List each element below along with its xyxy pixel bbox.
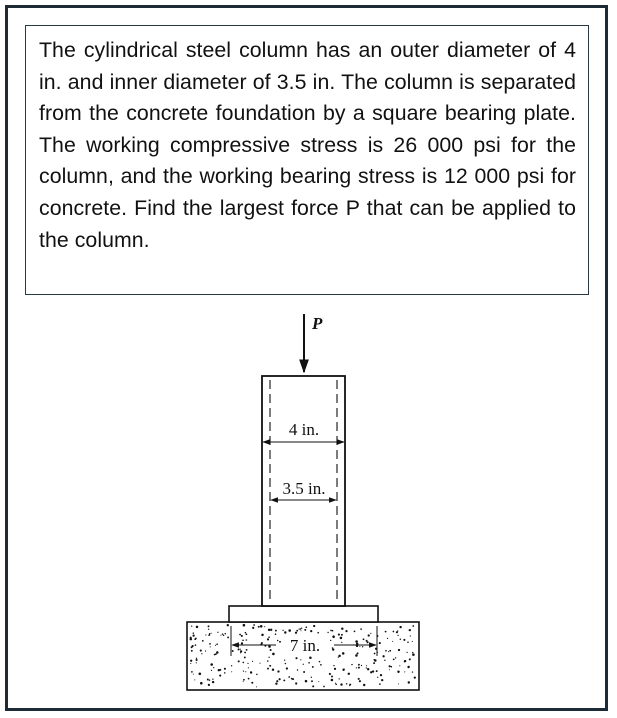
concrete-speck [270,649,272,651]
concrete-speck [404,671,405,672]
concrete-speck [381,679,383,681]
concrete-speck [196,626,199,629]
concrete-speck [334,668,336,670]
concrete-speck [243,670,244,671]
concrete-speck [382,655,384,657]
concrete-speck [310,630,312,632]
concrete-speck [288,629,291,632]
concrete-speck [256,674,258,676]
concrete-speck [341,634,343,636]
concrete-speck [224,668,226,670]
concrete-speck [267,638,269,640]
concrete-speck [211,633,212,634]
concrete-speck [407,666,409,668]
concrete-speck [300,628,302,630]
concrete-speck [395,657,396,658]
concrete-speck [285,663,286,664]
concrete-speck [327,632,328,633]
concrete-speck [377,677,378,678]
concrete-speck [397,670,399,672]
concrete-speck [358,667,360,669]
concrete-speck [376,670,378,672]
concrete-speck [258,626,260,628]
concrete-speck [348,673,350,675]
concrete-speck [268,629,270,631]
concrete-speck [414,677,416,679]
concrete-speck [240,650,242,652]
concrete-speck [340,683,342,685]
concrete-speck [215,645,216,646]
concrete-speck [192,634,194,636]
concrete-speck [190,660,192,662]
concrete-speck [217,632,218,633]
concrete-speck [412,641,413,642]
concrete-speck [312,685,314,687]
concrete-speck [253,624,255,626]
concrete-speck [284,659,285,660]
concrete-speck [261,634,263,636]
concrete-speck [219,669,221,671]
concrete-speck [286,667,288,669]
concrete-speck [341,642,342,643]
concrete-speck [267,668,269,670]
concrete-speck [275,683,277,685]
concrete-speck [332,648,334,650]
concrete-speck [399,626,401,628]
concrete-speck [349,685,350,686]
concrete-speck [251,682,253,684]
concrete-speck [216,643,218,645]
concrete-speck [192,645,194,647]
concrete-speck [366,667,367,668]
concrete-speck [202,640,204,642]
concrete-speck [296,630,298,632]
concrete-speck [246,633,248,635]
concrete-speck [212,681,214,683]
concrete-speck [297,669,298,670]
concrete-speck [195,637,196,638]
concrete-speck [284,631,286,633]
concrete-speck [368,634,370,636]
concrete-speck [351,664,352,665]
concrete-speck [305,680,308,683]
concrete-speck [272,653,275,656]
concrete-speck [301,630,302,631]
concrete-speck [196,659,198,661]
concrete-speck [227,636,229,638]
concrete-speck [193,674,194,675]
concrete-speck [222,633,224,635]
concrete-speck [389,665,391,667]
concrete-speck [385,650,387,652]
concrete-speck [329,673,331,675]
concrete-speck [277,670,279,672]
plate-width-label: 7 in. [289,636,321,655]
concrete-speck [388,651,389,652]
concrete-speck [384,660,385,661]
concrete-speck [412,625,414,627]
concrete-speck [331,679,334,682]
concrete-speck [333,665,334,666]
concrete-speck [389,669,390,670]
concrete-speck [393,631,395,633]
concrete-speck [215,653,217,655]
outer-diameter-label: 4 in. [288,420,320,439]
concrete-speck [312,666,314,668]
concrete-speck [246,649,248,651]
concrete-speck [363,684,365,686]
concrete-speck [379,642,381,644]
concrete-speck [225,633,226,634]
concrete-speck [205,634,206,635]
concrete-speck [370,633,371,634]
concrete-speck [277,640,279,642]
concrete-speck [339,678,340,679]
concrete-speck [366,665,367,666]
concrete-speck [211,670,212,671]
concrete-speck [210,646,211,647]
concrete-speck [389,650,391,652]
concrete-speck [195,644,197,646]
concrete-speck [248,667,249,668]
concrete-speck [247,663,248,664]
concrete-speck [398,683,399,684]
concrete-speck [244,652,246,654]
concrete-speck [412,652,413,653]
concrete-speck [358,678,360,680]
concrete-speck [210,663,213,666]
concrete-speck [342,669,344,671]
concrete-speck [248,678,250,680]
concrete-speck [311,677,312,678]
concrete-speck [410,635,411,636]
concrete-speck [241,635,243,637]
concrete-speck [231,671,232,672]
concrete-speck [330,630,332,632]
inner-diameter-label: 3.5 in. [282,479,326,498]
concrete-speck [216,651,219,654]
concrete-speck [199,673,202,676]
concrete-speck [279,641,281,643]
concrete-speck [367,668,369,670]
concrete-speck [268,645,271,648]
concrete-speck [355,654,358,657]
concrete-speck [190,663,191,664]
concrete-speck [200,650,202,652]
concrete-speck [259,663,260,664]
force-label: P [312,314,323,333]
concrete-speck [252,661,253,662]
concrete-speck [380,674,382,676]
concrete-speck [243,624,246,627]
concrete-speck [385,631,387,633]
concrete-speck [320,664,322,666]
concrete-speck [291,678,293,680]
concrete-speck [270,629,272,631]
concrete-speck [400,638,401,639]
concrete-speck [406,652,407,653]
concrete-speck [345,630,347,632]
concrete-speck [412,671,413,672]
concrete-speck [359,646,360,647]
concrete-speck [367,641,369,643]
concrete-speck [209,679,211,681]
concrete-speck [244,656,246,658]
concrete-speck [404,660,406,662]
concrete-speck [338,656,339,657]
concrete-speck [256,686,257,687]
concrete-speck [354,631,356,633]
concrete-speck [238,648,240,650]
concrete-speck [342,652,345,655]
concrete-speck [412,653,415,656]
concrete-speck [267,660,269,662]
concrete-speck [283,679,285,681]
concrete-speck [252,627,254,629]
concrete-speck [194,679,195,680]
concrete-speck [223,635,224,636]
concrete-speck [387,638,388,639]
concrete-speck [246,639,247,640]
concrete-speck [260,625,263,628]
concrete-speck [319,661,321,663]
concrete-speck [261,642,263,644]
concrete-speck [311,680,313,682]
concrete-speck [361,665,362,666]
concrete-speck [231,665,232,666]
concrete-speck [313,625,315,627]
concrete-speck [196,662,197,663]
concrete-speck [275,630,277,632]
concrete-speck [303,664,304,665]
concrete-speck [391,666,393,668]
concrete-speck [332,630,334,632]
concrete-speck [359,680,361,682]
concrete-speck [355,640,358,643]
concrete-speck [242,640,244,642]
concrete-speck [363,638,365,640]
concrete-speck [356,667,357,668]
concrete-speck [317,632,319,634]
concrete-speck [409,629,411,631]
concrete-speck [305,626,307,628]
concrete-speck [304,629,306,631]
concrete-speck [245,671,246,672]
concrete-speck [238,660,240,662]
concrete-speck [409,658,411,660]
concrete-speck [374,653,376,655]
concrete-speck [379,683,381,685]
bearing-plate [229,606,378,622]
concrete-speck [191,671,193,673]
concrete-speck [295,657,297,659]
concrete-speck [332,635,335,638]
problem-statement-text: The cylindrical steel column has an outer diameter of 4 in. and inner diameter of 3.5 in. The column is separated from the concrete foundation by a square bearing plate. The working compressive stress is 26 000 psi for the column, and the working bearing stress is 12 000 psi for concrete. Find the largest force P that can be applied to the column. [39,38,576,252]
concrete-speck [191,625,192,626]
concrete-speck [250,671,252,673]
concrete-speck [232,650,234,652]
concrete-speck [219,675,221,677]
concrete-speck [362,646,363,647]
concrete-speck [407,641,409,643]
concrete-speck [392,641,393,642]
concrete-speck [399,665,400,666]
concrete-speck [213,667,214,668]
concrete-speck [243,681,244,682]
concrete-speck [208,684,210,686]
concrete-speck [331,676,333,678]
concrete-speck [360,628,362,630]
concrete-speck [346,683,347,684]
concrete-speck [373,662,375,664]
concrete-speck [335,683,336,684]
concrete-speck [288,676,290,678]
concrete-speck [309,656,312,659]
concrete-speck [240,649,241,650]
concrete-speck [282,630,283,631]
concrete-speck [242,662,244,664]
concrete-speck [196,658,197,659]
concrete-speck [193,632,195,634]
concrete-speck [268,657,269,658]
concrete-speck [208,625,210,627]
concrete-speck [268,636,270,638]
concrete-speck [275,633,277,635]
concrete-speck [207,679,209,681]
concrete-speck [205,650,206,651]
concrete-speck [272,668,274,670]
concrete-speck [191,650,193,652]
concrete-speck [208,629,209,630]
concrete-speck [224,672,226,674]
concrete-speck [374,659,377,662]
concrete-speck [295,632,297,634]
concrete-speck [299,629,300,630]
concrete-speck [338,634,340,636]
concrete-speck [330,640,331,641]
concrete-speck [245,632,247,634]
concrete-speck [396,631,398,633]
concrete-speck [264,626,265,627]
concrete-speck [393,658,395,660]
concrete-speck [397,635,398,636]
concrete-speck [220,635,221,636]
concrete-speck [408,681,410,683]
concrete-speck [403,639,405,641]
concrete-speck [358,664,360,666]
concrete-speck [200,682,203,685]
concrete-speck [241,642,243,644]
concrete-speck [243,679,245,681]
concrete-speck [341,627,343,629]
concrete-speck [300,659,301,660]
concrete-speck [209,633,211,635]
concrete-speck [308,662,310,664]
concrete-speck [239,634,241,636]
concrete-speck [323,686,325,688]
concrete-speck [398,649,400,651]
concrete-speck [318,681,319,682]
concrete-speck [212,679,213,680]
concrete-speck [370,671,372,673]
concrete-speck [295,682,297,684]
concrete-speck [276,680,278,682]
concrete-speck [269,665,271,667]
concrete-speck [209,643,211,645]
concrete-speck [303,671,305,673]
concrete-speck [190,638,193,641]
concrete-speck [340,637,343,640]
concrete-speck [279,678,281,680]
concrete-speck [227,624,229,626]
concrete-speck [201,653,202,654]
